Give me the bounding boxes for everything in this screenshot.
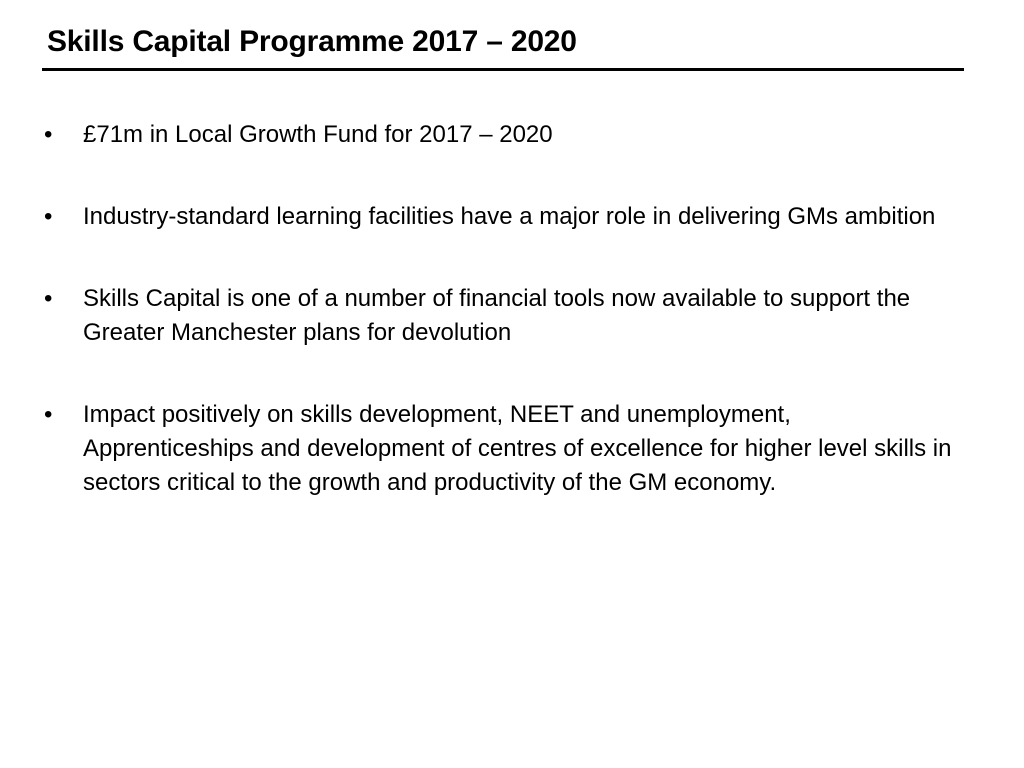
bullet-list <box>44 118 964 500</box>
bullet-item <box>44 282 964 350</box>
bullet-text: Skills Capital is one of a number of financial tools now available to support the Greater Manchester plans for devolution <box>83 285 911 346</box>
bullet-item <box>44 398 964 500</box>
bullet-text: Industry-standard learning facilities have a major role in delivering GMs ambition <box>83 203 936 230</box>
bullet-text: Impact positively on skills development, NEET and unemployment, Apprenticeships and development of centres of excellence for higher level skills in sectors critical to the growth and productivity of the GM economy. <box>83 401 952 496</box>
bullet-icon: • <box>44 285 53 312</box>
bullet-icon: • <box>44 121 53 148</box>
bullet-item <box>44 200 964 234</box>
slide-title: Skills Capital Programme 2017 – 2020 <box>47 25 577 58</box>
bullet-icon: • <box>44 203 53 230</box>
title-underline <box>42 68 964 71</box>
bullet-text: £71m in Local Growth Fund for 2017 – 2020 <box>83 121 553 148</box>
bullet-item <box>44 118 964 152</box>
bullet-icon: • <box>44 401 53 428</box>
